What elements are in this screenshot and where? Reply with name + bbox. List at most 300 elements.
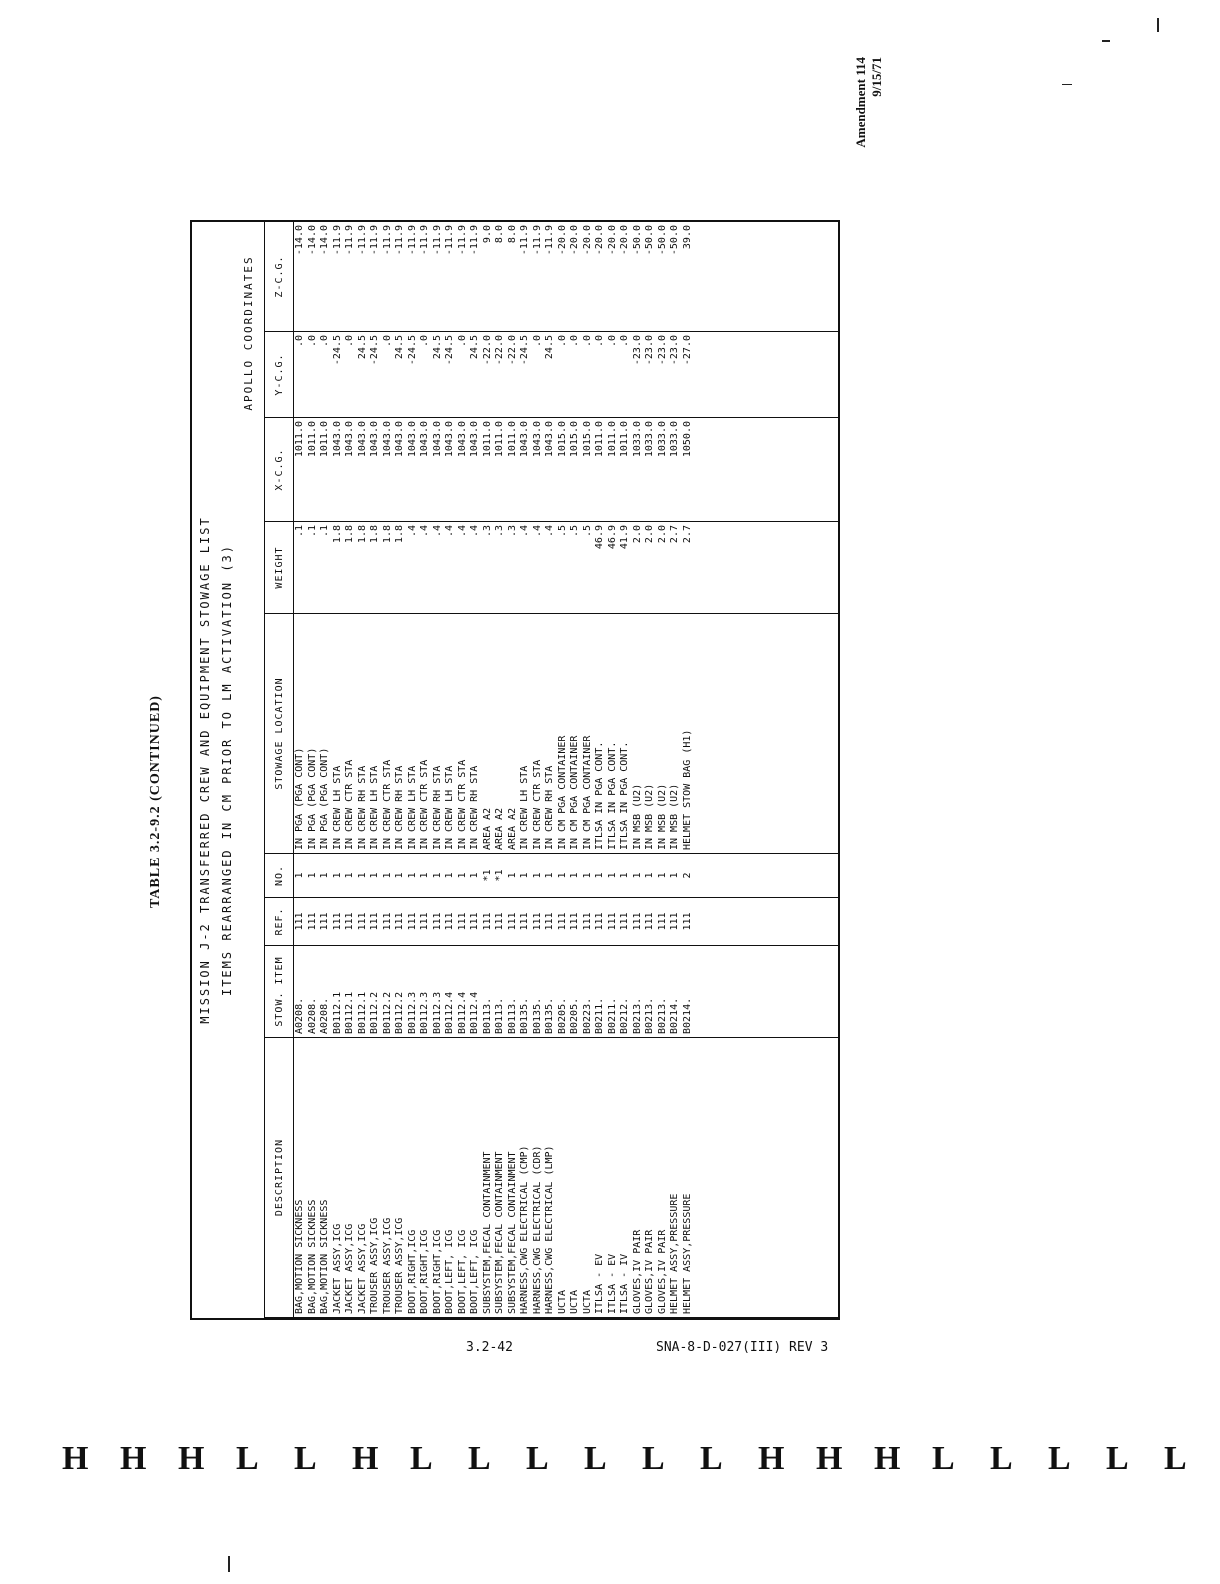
cell-weight: 2.0 bbox=[632, 522, 645, 614]
cell-y-cg: .0 bbox=[582, 332, 595, 418]
edge-mark: H bbox=[816, 1440, 843, 1477]
cell-y-cg: -22.0 bbox=[507, 332, 520, 418]
cell-x-cg: 1015.0 bbox=[582, 418, 595, 522]
cell-no: 1 bbox=[344, 854, 357, 898]
cell-z-cg: -20.0 bbox=[607, 222, 620, 332]
cell-x-cg: 1043.0 bbox=[419, 418, 432, 522]
cell-weight: 46.9 bbox=[594, 522, 607, 614]
edge-mark: L bbox=[990, 1440, 1013, 1477]
cell-y-cg: 24.5 bbox=[432, 332, 445, 418]
cell-x-cg: 1043.0 bbox=[519, 418, 532, 522]
cell-description: BAG,MOTION SICKNESS bbox=[307, 1038, 320, 1318]
cell-z-cg: -11.9 bbox=[532, 222, 545, 332]
cell-weight: .1 bbox=[307, 522, 320, 614]
cell-stowage-location: IN CREW CTR STA bbox=[382, 614, 395, 854]
cell-no: 1 bbox=[457, 854, 470, 898]
cell-no: 1 bbox=[644, 854, 657, 898]
cell-weight: 2.7 bbox=[682, 522, 695, 614]
cell-ref: 111 bbox=[594, 898, 607, 946]
scan-tick bbox=[228, 1556, 230, 1572]
cell-description: HARNESS,CWG ELECTRICAL (CMP) bbox=[519, 1038, 532, 1318]
cell-ref: 111 bbox=[469, 898, 482, 946]
cell-stow-item: B0214. bbox=[682, 946, 695, 1038]
cell-x-cg: 1043.0 bbox=[532, 418, 545, 522]
table-row bbox=[619, 222, 632, 1318]
cell-z-cg: -20.0 bbox=[582, 222, 595, 332]
cell-description: ITLSA - EV bbox=[607, 1038, 620, 1318]
filler-cell bbox=[694, 898, 840, 946]
cell-z-cg: -11.9 bbox=[407, 222, 420, 332]
table-row bbox=[669, 222, 682, 1318]
cell-weight: .4 bbox=[469, 522, 482, 614]
cell-x-cg: 1011.0 bbox=[294, 418, 307, 522]
amendment-number: Amendment 114 bbox=[853, 57, 868, 148]
cell-stow-item: B0113. bbox=[482, 946, 495, 1038]
cell-stowage-location: IN PGA (PGA CONT) bbox=[294, 614, 307, 854]
cell-x-cg: 1043.0 bbox=[382, 418, 395, 522]
cell-weight: .4 bbox=[419, 522, 432, 614]
cell-description: HARNESS,CWG ELECTRICAL (LMP) bbox=[544, 1038, 557, 1318]
cell-no: 1 bbox=[507, 854, 520, 898]
cell-description: BAG,MOTION SICKNESS bbox=[294, 1038, 307, 1318]
cell-stowage-location: IN CREW CTR STA bbox=[457, 614, 470, 854]
cell-x-cg: 1011.0 bbox=[619, 418, 632, 522]
table-row bbox=[407, 222, 420, 1318]
col-weight: WEIGHT bbox=[265, 522, 294, 614]
edge-mark: L bbox=[1106, 1440, 1129, 1477]
cell-x-cg: 1043.0 bbox=[407, 418, 420, 522]
table-caption: TABLE 3.2-9.2 (CONTINUED) bbox=[148, 695, 163, 908]
cell-no: 1 bbox=[582, 854, 595, 898]
cell-z-cg: 39.0 bbox=[682, 222, 695, 332]
cell-description: SUBSYSTEM,FECAL CONTAINMENT bbox=[507, 1038, 520, 1318]
cell-ref: 111 bbox=[357, 898, 370, 946]
cell-weight: 41.9 bbox=[619, 522, 632, 614]
cell-x-cg: 1011.0 bbox=[307, 418, 320, 522]
cell-y-cg: -24.5 bbox=[369, 332, 382, 418]
cell-description: JACKET ASSY,ICG bbox=[344, 1038, 357, 1318]
cell-x-cg: 1011.0 bbox=[319, 418, 332, 522]
cell-description: TROUSER ASSY,ICG bbox=[394, 1038, 407, 1318]
table-row bbox=[569, 222, 582, 1318]
table-row bbox=[582, 222, 595, 1318]
cell-description: UCTA bbox=[569, 1038, 582, 1318]
edge-mark: L bbox=[700, 1440, 723, 1477]
cell-stow-item: B0112.2 bbox=[382, 946, 395, 1038]
cell-z-cg: -11.9 bbox=[519, 222, 532, 332]
edge-mark: L bbox=[1048, 1440, 1071, 1477]
filler-cell bbox=[694, 854, 840, 898]
cell-ref: 111 bbox=[494, 898, 507, 946]
cell-x-cg: 1043.0 bbox=[357, 418, 370, 522]
cell-no: 1 bbox=[394, 854, 407, 898]
cell-weight: .3 bbox=[482, 522, 495, 614]
cell-ref: 111 bbox=[519, 898, 532, 946]
edge-mark: H bbox=[874, 1440, 901, 1477]
edge-mark: L bbox=[1164, 1440, 1187, 1477]
cell-weight: 46.9 bbox=[607, 522, 620, 614]
cell-description: SUBSYSTEM,FECAL CONTAINMENT bbox=[494, 1038, 507, 1318]
cell-x-cg: 1033.0 bbox=[669, 418, 682, 522]
cell-y-cg: .0 bbox=[344, 332, 357, 418]
cell-weight: 2.7 bbox=[669, 522, 682, 614]
filler-cell bbox=[694, 418, 840, 522]
cell-stowage-location: IN CREW LH STA bbox=[444, 614, 457, 854]
filler-cell bbox=[694, 332, 840, 418]
cell-stowage-location: IN CREW RH STA bbox=[469, 614, 482, 854]
cell-no: 1 bbox=[444, 854, 457, 898]
cell-ref: 111 bbox=[369, 898, 382, 946]
cell-no: 1 bbox=[294, 854, 307, 898]
cell-no: 1 bbox=[307, 854, 320, 898]
cell-stow-item: B0205. bbox=[557, 946, 570, 1038]
cell-stow-item: B0213. bbox=[657, 946, 670, 1038]
cell-stowage-location: IN CREW CTR STA bbox=[419, 614, 432, 854]
cell-stow-item: B0112.4 bbox=[444, 946, 457, 1038]
cell-stowage-location: IN PGA (PGA CONT) bbox=[319, 614, 332, 854]
cell-ref: 111 bbox=[582, 898, 595, 946]
cell-y-cg: .0 bbox=[419, 332, 432, 418]
cell-description: HELMET ASSY,PRESSURE bbox=[682, 1038, 695, 1318]
cell-weight: .4 bbox=[457, 522, 470, 614]
cell-stowage-location: IN CREW CTR STA bbox=[532, 614, 545, 854]
cell-weight: .3 bbox=[507, 522, 520, 614]
cell-weight: .1 bbox=[319, 522, 332, 614]
cell-description: SUBSYSTEM,FECAL CONTAINMENT bbox=[482, 1038, 495, 1318]
edge-mark: L bbox=[294, 1440, 317, 1477]
scan-tick bbox=[1062, 84, 1072, 85]
cell-stow-item: B0205. bbox=[569, 946, 582, 1038]
table-row bbox=[632, 222, 645, 1318]
edge-mark: L bbox=[932, 1440, 955, 1477]
cell-z-cg: -11.9 bbox=[369, 222, 382, 332]
apollo-coordinates-header: APOLLO COORDINATES bbox=[242, 255, 255, 411]
cell-stow-item: B0112.3 bbox=[419, 946, 432, 1038]
cell-weight: 1.8 bbox=[369, 522, 382, 614]
filler-cell bbox=[694, 522, 840, 614]
cell-ref: 111 bbox=[482, 898, 495, 946]
cell-no: 1 bbox=[532, 854, 545, 898]
edge-mark: H bbox=[758, 1440, 785, 1477]
cell-x-cg: 1011.0 bbox=[482, 418, 495, 522]
cell-stowage-location: IN CREW LH STA bbox=[332, 614, 345, 854]
cell-no: 1 bbox=[419, 854, 432, 898]
table-row bbox=[507, 222, 520, 1318]
cell-stow-item: B0214. bbox=[669, 946, 682, 1038]
cell-weight: 2.0 bbox=[644, 522, 657, 614]
cell-stow-item: B0112.1 bbox=[357, 946, 370, 1038]
cell-x-cg: 1043.0 bbox=[394, 418, 407, 522]
cell-weight: .4 bbox=[532, 522, 545, 614]
cell-weight: .4 bbox=[444, 522, 457, 614]
cell-y-cg: .0 bbox=[569, 332, 582, 418]
cell-weight: 1.8 bbox=[344, 522, 357, 614]
cell-description: BAG,MOTION SICKNESS bbox=[319, 1038, 332, 1318]
cell-stow-item: A0208. bbox=[294, 946, 307, 1038]
edge-mark: L bbox=[236, 1440, 259, 1477]
table-row bbox=[494, 222, 507, 1318]
cell-y-cg: .0 bbox=[607, 332, 620, 418]
cell-z-cg: -11.9 bbox=[444, 222, 457, 332]
table-row bbox=[557, 222, 570, 1318]
cell-y-cg: .0 bbox=[307, 332, 320, 418]
cell-stow-item: B0223. bbox=[582, 946, 595, 1038]
cell-z-cg: -20.0 bbox=[619, 222, 632, 332]
cell-stow-item: B0213. bbox=[644, 946, 657, 1038]
cell-ref: 111 bbox=[407, 898, 420, 946]
table-row bbox=[544, 222, 557, 1318]
cell-z-cg: -20.0 bbox=[557, 222, 570, 332]
cell-z-cg: -11.9 bbox=[457, 222, 470, 332]
cell-no: 1 bbox=[569, 854, 582, 898]
cell-x-cg: 1043.0 bbox=[432, 418, 445, 522]
cell-description: BOOT,RIGHT,ICG bbox=[432, 1038, 445, 1318]
cell-stowage-location: IN CREW RH STA bbox=[394, 614, 407, 854]
cell-x-cg: 1043.0 bbox=[332, 418, 345, 522]
cell-x-cg: 1033.0 bbox=[644, 418, 657, 522]
cell-no: *1 bbox=[482, 854, 495, 898]
cell-weight: 1.8 bbox=[382, 522, 395, 614]
cell-z-cg: 8.0 bbox=[507, 222, 520, 332]
cell-z-cg: -14.0 bbox=[319, 222, 332, 332]
cell-description: BOOT,LEFT, ICG bbox=[469, 1038, 482, 1318]
table-row bbox=[294, 222, 307, 1318]
cell-stowage-location: AREA A2 bbox=[482, 614, 495, 854]
cell-weight: 1.8 bbox=[332, 522, 345, 614]
cell-z-cg: -11.9 bbox=[332, 222, 345, 332]
cell-y-cg: -23.0 bbox=[669, 332, 682, 418]
cell-ref: 111 bbox=[544, 898, 557, 946]
cell-description: BOOT,RIGHT,ICG bbox=[407, 1038, 420, 1318]
cell-x-cg: 1043.0 bbox=[344, 418, 357, 522]
cell-stowage-location: IN CM PGA CONTAINER bbox=[569, 614, 582, 854]
cell-z-cg: -11.9 bbox=[469, 222, 482, 332]
cell-x-cg: 1043.0 bbox=[457, 418, 470, 522]
cell-stow-item: B0212. bbox=[619, 946, 632, 1038]
cell-stow-item: B0112.1 bbox=[332, 946, 345, 1038]
cell-y-cg: 24.5 bbox=[469, 332, 482, 418]
cell-stowage-location: AREA A2 bbox=[507, 614, 520, 854]
cell-stowage-location: AREA A2 bbox=[494, 614, 507, 854]
cell-no: 2 bbox=[682, 854, 695, 898]
cell-y-cg: .0 bbox=[532, 332, 545, 418]
cell-weight: .1 bbox=[294, 522, 307, 614]
cell-stow-item: A0208. bbox=[307, 946, 320, 1038]
cell-weight: .5 bbox=[557, 522, 570, 614]
cell-y-cg: .0 bbox=[382, 332, 395, 418]
cell-weight: .4 bbox=[519, 522, 532, 614]
edge-mark: H bbox=[352, 1440, 379, 1477]
table-row bbox=[607, 222, 620, 1318]
table-row bbox=[357, 222, 370, 1318]
cell-ref: 111 bbox=[507, 898, 520, 946]
cell-no: 1 bbox=[594, 854, 607, 898]
edge-mark: L bbox=[468, 1440, 491, 1477]
cell-stow-item: B0135. bbox=[532, 946, 545, 1038]
cell-x-cg: 1033.0 bbox=[657, 418, 670, 522]
cell-description: UCTA bbox=[557, 1038, 570, 1318]
cell-z-cg: -11.9 bbox=[382, 222, 395, 332]
cell-ref: 111 bbox=[432, 898, 445, 946]
cell-no: 1 bbox=[382, 854, 395, 898]
cell-weight: .4 bbox=[432, 522, 445, 614]
table-row bbox=[432, 222, 445, 1318]
cell-z-cg: -14.0 bbox=[294, 222, 307, 332]
cell-z-cg: -50.0 bbox=[632, 222, 645, 332]
cell-description: GLOVES,IV PAIR bbox=[657, 1038, 670, 1318]
edge-mark: L bbox=[642, 1440, 665, 1477]
cell-z-cg: -11.9 bbox=[432, 222, 445, 332]
cell-stowage-location: IN CM PGA CONTAINER bbox=[557, 614, 570, 854]
cell-no: 1 bbox=[632, 854, 645, 898]
cell-z-cg: -11.9 bbox=[357, 222, 370, 332]
filler-cell bbox=[694, 614, 840, 854]
cell-no: 1 bbox=[519, 854, 532, 898]
cell-ref: 111 bbox=[382, 898, 395, 946]
cell-stowage-location: IN CM PGA CONTAINER bbox=[582, 614, 595, 854]
cell-stowage-location: IN CREW RH STA bbox=[544, 614, 557, 854]
table-row bbox=[369, 222, 382, 1318]
table-row bbox=[444, 222, 457, 1318]
cell-y-cg: -23.0 bbox=[657, 332, 670, 418]
rotated-table-region bbox=[190, 220, 840, 1320]
edge-mark: L bbox=[584, 1440, 607, 1477]
edge-mark: H bbox=[178, 1440, 205, 1477]
table-row bbox=[682, 222, 695, 1318]
table-filler-row bbox=[694, 222, 840, 1318]
cell-weight: 1.8 bbox=[357, 522, 370, 614]
cell-x-cg: 1015.0 bbox=[569, 418, 582, 522]
cell-stow-item: B0112.4 bbox=[457, 946, 470, 1038]
cell-description: BOOT,LEFT, ICG bbox=[444, 1038, 457, 1318]
cell-x-cg: 1011.0 bbox=[594, 418, 607, 522]
cell-stow-item: B0112.4 bbox=[469, 946, 482, 1038]
table-row bbox=[332, 222, 345, 1318]
col-z-cg: Z-C.G. bbox=[265, 222, 294, 332]
cell-stowage-location: IN MSB (U2) bbox=[644, 614, 657, 854]
document-number: SNA-8-D-027(III) REV 3 bbox=[656, 1340, 829, 1355]
cell-stowage-location: IN CREW LH STA bbox=[407, 614, 420, 854]
table-row bbox=[419, 222, 432, 1318]
cell-y-cg: .0 bbox=[319, 332, 332, 418]
cell-description: JACKET ASSY,ICG bbox=[357, 1038, 370, 1318]
cell-stow-item: B0113. bbox=[507, 946, 520, 1038]
cell-stowage-location: ITLSA IN PGA CONT. bbox=[619, 614, 632, 854]
cell-stow-item: B0112.2 bbox=[369, 946, 382, 1038]
cell-weight: .4 bbox=[544, 522, 557, 614]
cell-z-cg: -11.9 bbox=[394, 222, 407, 332]
cell-stow-item: B0112.3 bbox=[407, 946, 420, 1038]
cell-y-cg: .0 bbox=[619, 332, 632, 418]
cell-ref: 111 bbox=[632, 898, 645, 946]
edge-marks bbox=[0, 1440, 1220, 1476]
cell-x-cg: 1015.0 bbox=[557, 418, 570, 522]
cell-description: BOOT,LEFT, ICG bbox=[457, 1038, 470, 1318]
cell-x-cg: 1033.0 bbox=[632, 418, 645, 522]
cell-stowage-location: ITLSA IN PGA CONT. bbox=[607, 614, 620, 854]
table-row bbox=[594, 222, 607, 1318]
cell-y-cg: .0 bbox=[557, 332, 570, 418]
cell-y-cg: -23.0 bbox=[644, 332, 657, 418]
cell-weight: .5 bbox=[582, 522, 595, 614]
cell-x-cg: 1043.0 bbox=[369, 418, 382, 522]
cell-weight: .5 bbox=[569, 522, 582, 614]
edge-mark: L bbox=[526, 1440, 549, 1477]
cell-ref: 111 bbox=[394, 898, 407, 946]
table-body bbox=[294, 222, 841, 1318]
cell-stow-item: B0112.1 bbox=[344, 946, 357, 1038]
cell-no: *1 bbox=[494, 854, 507, 898]
cell-description: HARNESS,CWG ELECTRICAL (CDR) bbox=[532, 1038, 545, 1318]
cell-y-cg: 24.5 bbox=[394, 332, 407, 418]
cell-z-cg: -11.9 bbox=[344, 222, 357, 332]
col-ref: REF. bbox=[265, 898, 294, 946]
table-frame bbox=[190, 220, 840, 1320]
stowage-table bbox=[264, 221, 840, 1318]
cell-ref: 111 bbox=[332, 898, 345, 946]
cell-z-cg: 8.0 bbox=[494, 222, 507, 332]
cell-no: 1 bbox=[469, 854, 482, 898]
cell-z-cg: -50.0 bbox=[669, 222, 682, 332]
cell-ref: 111 bbox=[532, 898, 545, 946]
cell-ref: 111 bbox=[644, 898, 657, 946]
cell-ref: 111 bbox=[669, 898, 682, 946]
table-subtitle: ITEMS REARRANGED IN CM PRIOR TO LM ACTIVATION (3) bbox=[220, 544, 234, 997]
filler-cell bbox=[694, 1038, 840, 1318]
amendment-stamp bbox=[853, 57, 889, 232]
cell-x-cg: 1011.0 bbox=[507, 418, 520, 522]
cell-stowage-location: IN CREW RH STA bbox=[357, 614, 370, 854]
filler-cell bbox=[694, 946, 840, 1038]
cell-no: 1 bbox=[369, 854, 382, 898]
cell-z-cg: -20.0 bbox=[594, 222, 607, 332]
cell-description: ITLSA - IV bbox=[619, 1038, 632, 1318]
table-header-row bbox=[265, 222, 294, 1318]
cell-no: 1 bbox=[657, 854, 670, 898]
cell-x-cg: 1043.0 bbox=[469, 418, 482, 522]
cell-y-cg: .0 bbox=[294, 332, 307, 418]
amendment-date: 9/15/71 bbox=[869, 57, 884, 97]
cell-description: JACKET ASSY,ICG bbox=[332, 1038, 345, 1318]
cell-weight: .3 bbox=[494, 522, 507, 614]
cell-y-cg: -23.0 bbox=[632, 332, 645, 418]
cell-no: 1 bbox=[619, 854, 632, 898]
table-row bbox=[319, 222, 332, 1318]
cell-ref: 111 bbox=[419, 898, 432, 946]
cell-y-cg: -24.5 bbox=[332, 332, 345, 418]
cell-x-cg: 1011.0 bbox=[607, 418, 620, 522]
col-no: NO. bbox=[265, 854, 294, 898]
cell-description: ITLSA - EV bbox=[594, 1038, 607, 1318]
cell-stowage-location: IN CREW CTR STA bbox=[344, 614, 357, 854]
cell-no: 1 bbox=[557, 854, 570, 898]
cell-no: 1 bbox=[319, 854, 332, 898]
cell-ref: 111 bbox=[344, 898, 357, 946]
cell-ref: 111 bbox=[557, 898, 570, 946]
table-row bbox=[344, 222, 357, 1318]
table-row bbox=[644, 222, 657, 1318]
cell-ref: 111 bbox=[619, 898, 632, 946]
edge-mark: L bbox=[410, 1440, 433, 1477]
cell-stowage-location: IN MSB (U2) bbox=[632, 614, 645, 854]
cell-y-cg: -24.5 bbox=[444, 332, 457, 418]
table-title: MISSION J-2 TRANSFERRED CREW AND EQUIPMENT STOWAGE LIST bbox=[198, 516, 212, 1024]
cell-stow-item: B0211. bbox=[594, 946, 607, 1038]
cell-y-cg: -27.0 bbox=[682, 332, 695, 418]
cell-y-cg: -22.0 bbox=[482, 332, 495, 418]
page-number: 3.2-42 bbox=[466, 1340, 513, 1355]
cell-y-cg: -22.0 bbox=[494, 332, 507, 418]
